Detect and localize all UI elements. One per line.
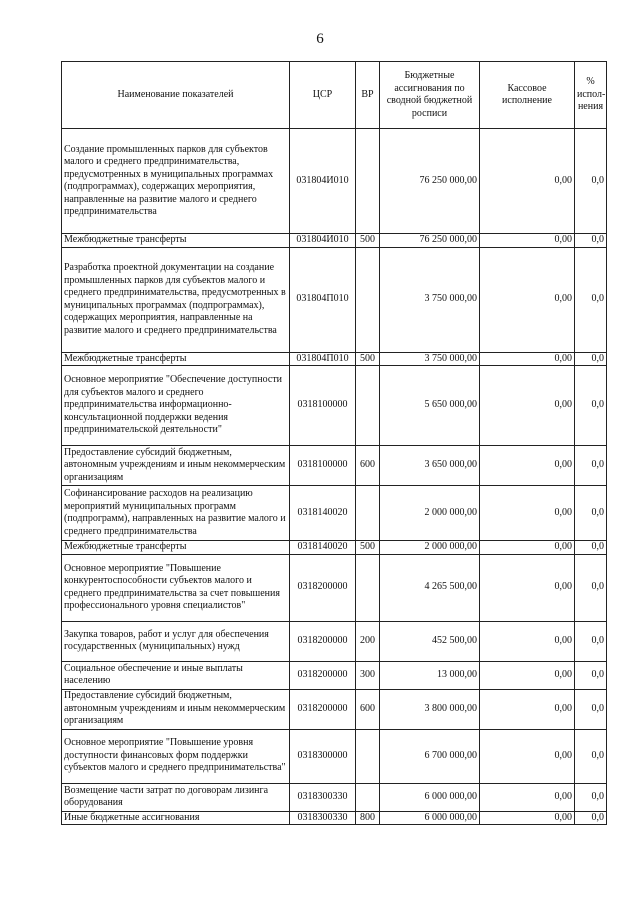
row-budget: 76 250 000,00 <box>380 129 480 234</box>
row-budget: 6 000 000,00 <box>380 811 480 825</box>
row-vr: 800 <box>356 811 380 825</box>
row-vr: 600 <box>356 446 380 486</box>
table-row <box>62 486 607 541</box>
row-cash: 0,00 <box>480 554 575 621</box>
row-name: Социальное обеспечение и иные выплаты населению <box>62 661 290 689</box>
row-cash: 0,00 <box>480 129 575 234</box>
row-vr <box>356 129 380 234</box>
row-vr: 300 <box>356 661 380 689</box>
table-row <box>62 366 607 446</box>
row-percent: 0,0 <box>575 486 607 541</box>
row-percent: 0,0 <box>575 729 607 783</box>
row-name: Межбюджетные трансферты <box>62 352 290 366</box>
header-name: Наименование показателей <box>62 62 290 129</box>
header-csr: ЦСР <box>290 62 356 129</box>
row-budget: 2 000 000,00 <box>380 541 480 555</box>
header-vr: ВР <box>356 62 380 129</box>
row-name: Основное мероприятие "Повышение уровня доступности финансовых форм поддержки субъектов малого и среднего предпринимательства" <box>62 729 290 783</box>
row-name: Предоставление субсидий бюджетным, автономным учреждениям и иным некоммерческим организациям <box>62 446 290 486</box>
row-vr <box>356 554 380 621</box>
row-vr <box>356 486 380 541</box>
row-vr <box>356 366 380 446</box>
row-cash: 0,00 <box>480 446 575 486</box>
table-row <box>62 554 607 621</box>
row-budget: 3 750 000,00 <box>380 352 480 366</box>
table-row <box>62 446 607 486</box>
row-budget: 452 500,00 <box>380 621 480 661</box>
table-row <box>62 234 607 248</box>
row-csr: 0318200000 <box>290 661 356 689</box>
row-percent: 0,0 <box>575 446 607 486</box>
row-budget: 2 000 000,00 <box>380 486 480 541</box>
row-budget: 3 800 000,00 <box>380 689 480 729</box>
row-budget: 6 700 000,00 <box>380 729 480 783</box>
row-csr: 0318200000 <box>290 554 356 621</box>
row-budget: 3 650 000,00 <box>380 446 480 486</box>
row-cash: 0,00 <box>480 661 575 689</box>
row-cash: 0,00 <box>480 234 575 248</box>
row-budget: 6 000 000,00 <box>380 783 480 811</box>
row-percent: 0,0 <box>575 554 607 621</box>
row-name: Софинансирование расходов на реализацию мероприятий муниципальных программ (подпрограмм), направленных на развитие малого и среднего предпринимательства <box>62 486 290 541</box>
budget-table <box>61 61 607 825</box>
row-budget: 5 650 000,00 <box>380 366 480 446</box>
table-row <box>62 352 607 366</box>
row-cash: 0,00 <box>480 541 575 555</box>
table-row <box>62 541 607 555</box>
table-row <box>62 811 607 825</box>
row-name: Возмещение части затрат по договорам лизинга оборудования <box>62 783 290 811</box>
page-number: 6 <box>316 31 324 47</box>
row-name: Закупка товаров, работ и услуг для обеспечения государственных (муниципальных) нужд <box>62 621 290 661</box>
table-row <box>62 247 607 352</box>
row-percent: 0,0 <box>575 234 607 248</box>
row-vr <box>356 783 380 811</box>
table-header-row <box>62 62 607 129</box>
row-vr: 600 <box>356 689 380 729</box>
row-csr: 0318140020 <box>290 486 356 541</box>
header-budget: Бюджетные ассигнования по сводной бюджетной росписи <box>380 62 480 129</box>
row-name: Иные бюджетные ассигнования <box>62 811 290 825</box>
header-cash: Кассовое исполнение <box>480 62 575 129</box>
row-name: Межбюджетные трансферты <box>62 234 290 248</box>
row-csr: 031804И010 <box>290 234 356 248</box>
row-percent: 0,0 <box>575 783 607 811</box>
row-percent: 0,0 <box>575 352 607 366</box>
row-vr: 500 <box>356 541 380 555</box>
row-name: Основное мероприятие "Обеспечение доступности для субъектов малого и среднего предпринимательства информационно-консультационной поддержки ведения предпринимательской деятельности" <box>62 366 290 446</box>
row-percent: 0,0 <box>575 541 607 555</box>
row-percent: 0,0 <box>575 247 607 352</box>
row-percent: 0,0 <box>575 129 607 234</box>
row-vr: 200 <box>356 621 380 661</box>
row-csr: 0318200000 <box>290 621 356 661</box>
row-percent: 0,0 <box>575 689 607 729</box>
row-csr: 0318200000 <box>290 689 356 729</box>
row-budget: 76 250 000,00 <box>380 234 480 248</box>
row-vr: 500 <box>356 352 380 366</box>
row-cash: 0,00 <box>480 486 575 541</box>
row-cash: 0,00 <box>480 689 575 729</box>
row-vr: 500 <box>356 234 380 248</box>
header-percent: % испол-нения <box>575 62 607 129</box>
table-row <box>62 129 607 234</box>
row-cash: 0,00 <box>480 366 575 446</box>
row-vr <box>356 247 380 352</box>
row-percent: 0,0 <box>575 366 607 446</box>
row-name: Основное мероприятие "Повышение конкурентоспособности субъектов малого и среднего предпринимательства за счет повышения профессионального уровня специалистов" <box>62 554 290 621</box>
row-name: Предоставление субсидий бюджетным, автономным учреждениям и иным некоммерческим организациям <box>62 689 290 729</box>
row-budget: 3 750 000,00 <box>380 247 480 352</box>
row-csr: 0318300330 <box>290 811 356 825</box>
row-csr: 031804П010 <box>290 247 356 352</box>
row-csr: 031804И010 <box>290 129 356 234</box>
row-csr: 031804П010 <box>290 352 356 366</box>
row-cash: 0,00 <box>480 352 575 366</box>
row-csr: 0318100000 <box>290 446 356 486</box>
row-budget: 4 265 500,00 <box>380 554 480 621</box>
table-row <box>62 689 607 729</box>
row-name: Разработка проектной документации на создание промышленных парков для субъектов малого и среднего предпринимательства, предусмотренных в муниципальных программах (подпрограммах), содержащих мероприятия, направленные на развитие малого и среднего предпринимательства <box>62 247 290 352</box>
row-csr: 0318300000 <box>290 729 356 783</box>
row-name: Создание промышленных парков для субъектов малого и среднего предпринимательства, предусмотренных в муниципальных программах (подпрограммах), содержащих мероприятия, направленные на развитие малого и среднего предпринимательства <box>62 129 290 234</box>
row-cash: 0,00 <box>480 621 575 661</box>
row-name: Межбюджетные трансферты <box>62 541 290 555</box>
row-vr <box>356 729 380 783</box>
row-budget: 13 000,00 <box>380 661 480 689</box>
row-csr: 0318140020 <box>290 541 356 555</box>
row-csr: 0318300330 <box>290 783 356 811</box>
table-row <box>62 661 607 689</box>
row-csr: 0318100000 <box>290 366 356 446</box>
table-row <box>62 729 607 783</box>
row-cash: 0,00 <box>480 811 575 825</box>
row-percent: 0,0 <box>575 811 607 825</box>
row-percent: 0,0 <box>575 661 607 689</box>
row-percent: 0,0 <box>575 621 607 661</box>
table-row <box>62 783 607 811</box>
row-cash: 0,00 <box>480 729 575 783</box>
row-cash: 0,00 <box>480 783 575 811</box>
table-row <box>62 621 607 661</box>
row-cash: 0,00 <box>480 247 575 352</box>
